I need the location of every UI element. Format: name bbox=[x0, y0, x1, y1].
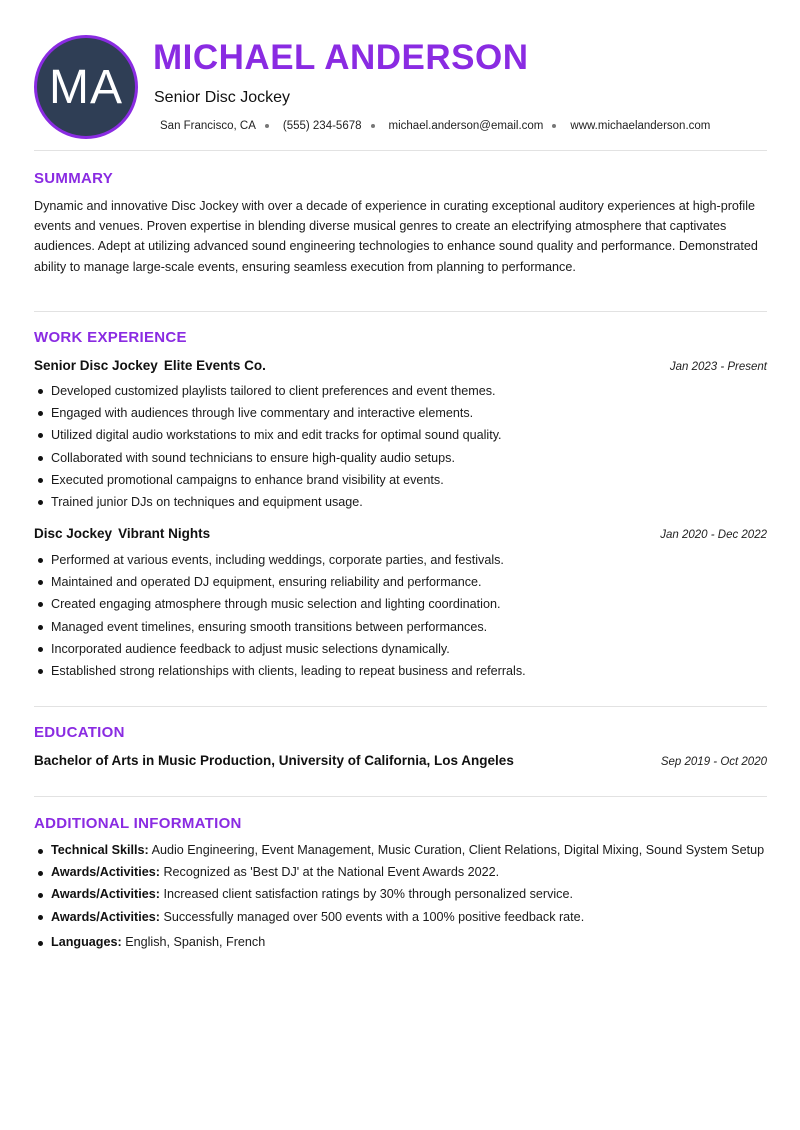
item-label: Technical Skills: bbox=[51, 843, 149, 857]
list-item: Utilized digital audio workstations to mix and edit tracks for optimal sound quality. bbox=[34, 424, 769, 446]
job-role: Senior Disc Jockey bbox=[34, 358, 158, 373]
job-company: Elite Events Co. bbox=[163, 358, 266, 373]
language: , French bbox=[219, 935, 265, 949]
list-item: Established strong relationships with clients, leading to repeat business and referrals. bbox=[34, 660, 769, 682]
education-degree: Bachelor of Arts in Music Production, University of California, Los Angeles bbox=[34, 753, 514, 768]
list-item-languages bbox=[34, 933, 769, 953]
job-header bbox=[34, 526, 767, 541]
item-text: Recognized as 'Best DJ' at the National Event Awards 2022. bbox=[163, 865, 500, 880]
job-company: Vibrant Nights bbox=[118, 526, 211, 541]
item-label: Awards/Activities: bbox=[51, 865, 160, 880]
separator-dot-icon bbox=[552, 124, 556, 128]
language: English bbox=[125, 935, 167, 950]
list-item: Maintained and operated DJ equipment, ensuring reliability and performance. bbox=[34, 571, 769, 593]
contact-website[interactable]: www.michaelanderson.com bbox=[570, 120, 711, 132]
education-entry bbox=[34, 753, 767, 768]
experience-heading: WORK EXPERIENCE bbox=[34, 329, 187, 346]
list-item: Engaged with audiences through live commentary and interactive elements. bbox=[34, 402, 769, 424]
section-divider bbox=[34, 706, 767, 707]
language: , Spanish bbox=[167, 935, 220, 949]
item-text: Audio Engineering, Event Management, Music Curation, Client Relations, Digital Mixing, Sound System Setup bbox=[151, 843, 765, 857]
contact-location: San Francisco, CA bbox=[160, 120, 256, 132]
section-divider bbox=[34, 311, 767, 312]
item-label: Awards/Activities: bbox=[51, 887, 160, 902]
list-item: Incorporated audience feedback to adjust music selections dynamically. bbox=[34, 638, 769, 660]
list-item: Collaborated with sound technicians to ensure high-quality audio setups. bbox=[34, 447, 769, 469]
list-item bbox=[34, 863, 769, 883]
item-text: Successfully managed over 500 events with a 100% positive feedback rate. bbox=[163, 909, 585, 924]
additional-heading: ADDITIONAL INFORMATION bbox=[34, 815, 242, 832]
contact-phone[interactable]: (555) 234-5678 bbox=[282, 120, 362, 132]
list-item: Managed event timelines, ensuring smooth transitions between performances. bbox=[34, 616, 769, 638]
job-role-company bbox=[34, 526, 210, 541]
list-item bbox=[34, 908, 769, 928]
additional-list bbox=[34, 841, 769, 955]
job-dates: Jan 2020 - Dec 2022 bbox=[660, 529, 767, 541]
job-role-company bbox=[34, 358, 266, 373]
contact-email[interactable]: michael.anderson@email.com bbox=[388, 120, 544, 132]
item-label: Awards/Activities: bbox=[51, 909, 160, 924]
job-header bbox=[34, 358, 767, 373]
list-item: Performed at various events, including weddings, corporate parties, and festivals. bbox=[34, 549, 769, 571]
candidate-name: MICHAEL ANDERSON bbox=[153, 38, 529, 77]
list-item bbox=[34, 885, 769, 905]
education-heading: EDUCATION bbox=[34, 724, 125, 741]
contact-bar bbox=[160, 120, 710, 132]
job-role: Disc Jockey bbox=[34, 526, 113, 541]
job-bullets bbox=[34, 380, 769, 513]
education-dates: Sep 2019 - Oct 2020 bbox=[660, 756, 767, 768]
list-item: Executed promotional campaigns to enhance brand visibility at events. bbox=[34, 469, 769, 491]
list-item: Created engaging atmosphere through music selection and lighting coordination. bbox=[34, 593, 769, 615]
avatar-initials: MA bbox=[49, 60, 123, 114]
summary-heading: SUMMARY bbox=[34, 170, 114, 187]
avatar bbox=[34, 35, 138, 139]
section-divider bbox=[34, 796, 767, 797]
separator-dot-icon bbox=[265, 124, 269, 128]
separator-dot-icon bbox=[371, 124, 375, 128]
list-item bbox=[34, 841, 769, 861]
job-title: Senior Disc Jockey bbox=[154, 89, 291, 106]
section-divider bbox=[34, 150, 767, 151]
item-text: Increased client satisfaction ratings by 30% through personalized service. bbox=[163, 887, 573, 902]
list-item: Developed customized playlists tailored to client preferences and event themes. bbox=[34, 380, 769, 402]
job-bullets bbox=[34, 549, 769, 682]
item-label: Languages: bbox=[51, 935, 122, 950]
list-item: Trained junior DJs on techniques and equipment usage. bbox=[34, 491, 769, 513]
job-dates: Jan 2023 - Present bbox=[669, 361, 767, 373]
summary-text: Dynamic and innovative Disc Jockey with over a decade of experience in curating exceptional auditory experiences at high-profile events and venues. Proven expertise in blending diverse musical genres to create an electrifying atmosphere that captivates audiences. Adept at utilizing advanced sound engineering technologies to enhance sound quality and performance. Demonstrated ability to manage large-scale events, ensuring seamless execution from planning to performance. bbox=[34, 199, 758, 274]
